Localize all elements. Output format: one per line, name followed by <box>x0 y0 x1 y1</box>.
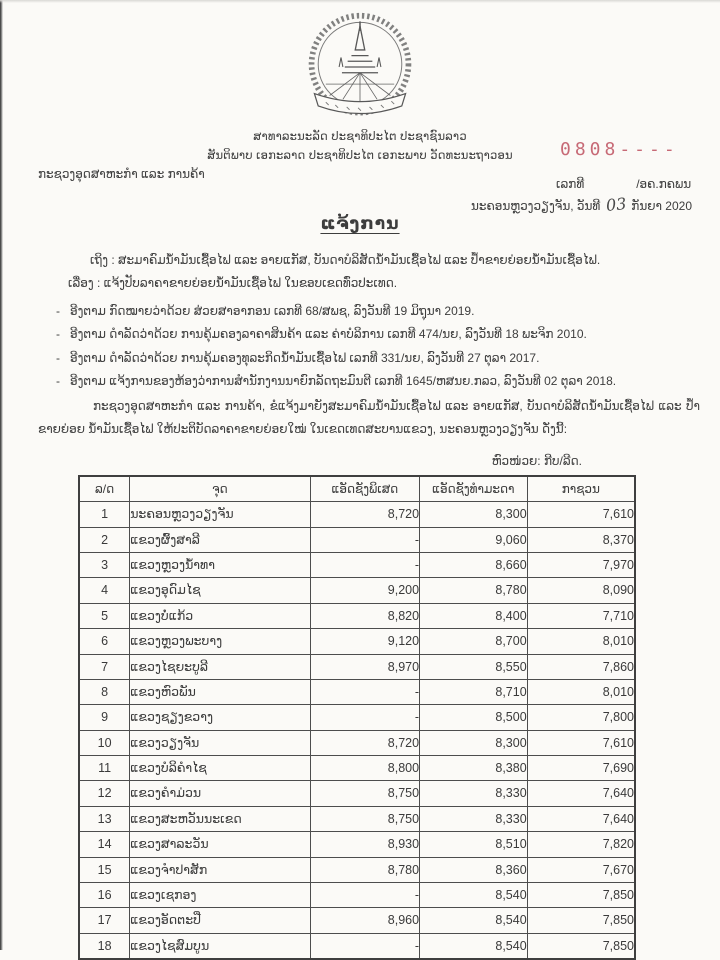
table-row <box>79 756 635 781</box>
reference-item: - ອີງຕາມ ດຳລັດວ່າດ້ວຍ ການຄຸ້ມຄອງລາຄາສິນຄ້າ ແລະ ຄ່າບໍລິການ ເລກທີ 474/ນຍ, ລົງວັນທີ 18 ພະຈິກ 2010. <box>38 323 700 346</box>
cell-province: ແຂວງຊຽງຂວາງ <box>130 705 310 730</box>
cell-diesel: 7,850 <box>527 908 635 933</box>
cell-no: 2 <box>79 527 130 552</box>
reference-item: - ອີງຕາມ ແຈ້ງການຂອງຫ້ອງວ່າການສຳນັກງານນາຍົກລັດຖະມົນຕີ ເລກທີ 1645/ຫສນຍ.ກລວ, ລົງວັນທີ 02 ຕຸລາ 2018. <box>38 370 700 393</box>
table-row <box>79 629 635 654</box>
table-row <box>79 781 635 806</box>
header-row <box>79 476 635 502</box>
cell-no: 14 <box>79 832 130 857</box>
price-table-header <box>79 476 635 502</box>
cell-province: ແຂວງວຽງຈັນ <box>130 730 310 755</box>
cell-premium: - <box>310 882 419 907</box>
cell-regular: 8,700 <box>420 629 528 654</box>
lao-national-emblem-icon <box>301 10 419 129</box>
cell-diesel: 8,090 <box>527 578 635 603</box>
cell-province: ແຂວງອັດຕະປື <box>130 908 310 933</box>
table-row <box>79 705 635 730</box>
bullet-dash: - <box>56 350 60 365</box>
cell-province: ແຂວງສາລະວັນ <box>130 832 310 857</box>
col-header-premium-gasoline: ແອັດຊັງພິເສດ <box>310 476 419 502</box>
cell-regular: 8,300 <box>420 502 528 527</box>
cell-province: ແຂວງຈຳປາສັກ <box>130 857 310 882</box>
cell-diesel: 8,010 <box>527 679 635 704</box>
cell-province: ແຂວງບໍລິຄຳໄຊ <box>130 756 310 781</box>
cell-premium: 9,120 <box>310 629 419 654</box>
cell-diesel: 7,860 <box>527 654 635 679</box>
table-row <box>79 603 635 628</box>
cell-premium: 8,960 <box>310 908 419 933</box>
cell-province: ແຂວງສະຫວັນນະເຂດ <box>130 806 310 831</box>
table-row <box>79 730 635 755</box>
cell-premium: - <box>310 679 419 704</box>
cell-no: 13 <box>79 806 130 831</box>
cell-province: ແຂວງບໍ່ແກ້ວ <box>130 603 310 628</box>
cell-no: 5 <box>79 603 130 628</box>
cell-diesel: 7,850 <box>527 882 635 907</box>
cell-premium: 8,720 <box>310 502 419 527</box>
fuel-price-table <box>78 475 636 960</box>
cell-province: ແຂວງຫຼວງພະບາງ <box>130 629 310 654</box>
cell-premium: 8,800 <box>310 756 419 781</box>
cell-no: 6 <box>79 629 130 654</box>
cell-province: ແຂວງໄຊສົມບູນ <box>130 933 310 959</box>
document-number-stamp: 0808---- <box>560 139 679 160</box>
announcement-paragraph: ກະຊວງອຸດສາຫະກຳ ແລະ ການຄ້າ, ຂໍແຈ້ງມາຍັງສະມາຄົມນ້ຳມັນເຊື້ອໄຟ ແລະ ອາຍແກັສ, ບັນດາບໍລິສັດນ້ຳມັນເຊື້ອໄຟ ແລະ ປ້ຳຂາຍຍ່ອຍ ນ້ຳມັນເຊື້ອໄຟ ໃຫ້ປະຕິບັດລາຄາຂາຍຍ່ອຍໃໝ່ ໃນເຂດເທດສະບານແຂວງ, ນະຄອນຫຼວງວຽງຈັນ ດັ່ງນີ້: <box>38 399 700 437</box>
cell-premium: 8,820 <box>310 603 419 628</box>
col-header-diesel: ກາຊວນ <box>527 476 635 502</box>
table-row <box>79 832 635 857</box>
reference-number-line <box>556 177 691 191</box>
ref-number-label: ເລກທີ <box>556 177 585 191</box>
cell-no: 17 <box>79 908 130 933</box>
cell-no: 18 <box>79 933 130 959</box>
table-row <box>79 578 635 603</box>
cell-diesel: 7,610 <box>527 730 635 755</box>
ministry-name: ກະຊວງອຸດສາຫະກຳ ແລະ ການຄ້າ <box>38 167 205 181</box>
cell-province: ແຂວງຫົວພັນ <box>130 679 310 704</box>
bullet-dash: - <box>56 373 60 388</box>
table-row <box>79 882 635 907</box>
cell-no: 15 <box>79 857 130 882</box>
cell-premium: - <box>310 933 419 959</box>
table-row <box>79 857 635 882</box>
date-rest: ກັນຍາ 2020 <box>631 199 692 213</box>
cell-no: 10 <box>79 730 130 755</box>
cell-diesel: 7,640 <box>527 806 635 831</box>
ref-number-suffix: /ອຄ.ກຄພນ <box>636 177 692 191</box>
cell-diesel: 7,610 <box>527 502 635 527</box>
cell-diesel: 7,820 <box>527 832 635 857</box>
col-header-regular-gasoline: ແອັດຊັງທຳມະດາ <box>420 476 528 502</box>
table-row <box>79 502 635 527</box>
cell-province: ແຂວງຫຼວງນ້ຳທາ <box>130 553 310 578</box>
cell-regular: 8,330 <box>420 806 528 831</box>
cell-regular: 8,500 <box>420 705 528 730</box>
cell-regular: 8,710 <box>420 679 528 704</box>
cell-regular: 8,660 <box>420 553 528 578</box>
price-table-body <box>79 502 635 959</box>
cell-regular: 8,360 <box>420 857 528 882</box>
cell-no: 3 <box>79 553 130 578</box>
cell-province: ແຂວງຜົ້ງສາລີ <box>130 527 310 552</box>
cell-premium: 8,970 <box>310 654 419 679</box>
place-and-date-line <box>471 195 692 214</box>
cell-diesel: 7,970 <box>527 553 635 578</box>
cell-province: ແຂວງເຊກອງ <box>130 882 310 907</box>
cell-no: 1 <box>79 502 130 527</box>
cell-premium: - <box>310 705 419 730</box>
document-title: ແຈ້ງການ <box>320 214 400 233</box>
bullet-dash: - <box>56 303 60 318</box>
cell-regular: 8,540 <box>420 882 528 907</box>
cell-regular: 8,380 <box>420 756 528 781</box>
table-row <box>79 553 635 578</box>
unit-note: ຫົວໜ່ວຍ: ກີບ/ລີດ. <box>491 453 582 468</box>
table-row <box>79 806 635 831</box>
cell-premium: 8,750 <box>310 806 419 831</box>
cell-no: 4 <box>79 578 130 603</box>
cell-regular: 8,300 <box>420 730 528 755</box>
cell-regular: 8,540 <box>420 933 528 959</box>
cell-province: ແຂວງອຸດົມໄຊ <box>130 578 310 603</box>
cell-diesel: 7,690 <box>527 756 635 781</box>
subject-line: ເລື່ອງ : ແຈ້ງປັບລາຄາຂາຍຍ່ອຍນ້ຳມັນເຊື້ອໄຟ ໃນຂອບເຂດທົ່ວປະເທດ. <box>68 276 398 291</box>
cell-diesel: 7,640 <box>527 781 635 806</box>
place-date-prefix: ນະຄອນຫຼວງວຽງຈັນ, ວັນທີ <box>471 199 601 213</box>
reference-list <box>38 300 700 394</box>
cell-premium: - <box>310 553 419 578</box>
national-motto-line2: ສັນຕິພາບ ເອກະລາດ ປະຊາທິປະໄຕ ເອກະພາບ ວັດທະນະຖາວອນ <box>207 150 513 162</box>
cell-no: 9 <box>79 705 130 730</box>
table-row <box>79 933 635 959</box>
cell-province: ແຂວງຄຳມ່ວນ <box>130 781 310 806</box>
table-row <box>79 908 635 933</box>
cell-premium: 8,780 <box>310 857 419 882</box>
table-row <box>79 679 635 704</box>
cell-regular: 8,550 <box>420 654 528 679</box>
cell-premium: 8,720 <box>310 730 419 755</box>
cell-province: ແຂວງໄຊຍະບູລີ <box>130 654 310 679</box>
cell-premium: 8,930 <box>310 832 419 857</box>
cell-regular: 8,510 <box>420 832 528 857</box>
cell-regular: 9,060 <box>420 527 528 552</box>
cell-no: 8 <box>79 679 130 704</box>
cell-diesel: 7,670 <box>527 857 635 882</box>
bullet-dash: - <box>56 327 60 342</box>
cell-diesel: 8,370 <box>527 527 635 552</box>
cell-diesel: 7,710 <box>527 603 635 628</box>
cell-regular: 8,400 <box>420 603 528 628</box>
cell-premium: 9,200 <box>310 578 419 603</box>
national-motto-line1: ສາທາລະນະລັດ ປະຊາທິປະໄຕ ປະຊາຊົນລາວ <box>253 131 467 143</box>
addressee-line: ເຖິງ : ສະມາຄົມນ້ຳມັນເຊື້ອໄຟ ແລະ ອາຍແກັສ, ບັນດາບໍລິສັດນ້ຳມັນເຊື້ອໄຟ ແລະ ປ້ຳຂາຍຍ່ອຍນ້ຳມັນເຊື້ອໄຟ. <box>90 253 601 267</box>
table-row <box>79 527 635 552</box>
table-row <box>79 654 635 679</box>
reference-item: - ອີງຕາມ ດຳລັດວ່າດ້ວຍ ການຄຸ້ມຄອງທຸລະກິດນ້ຳມັນເຊື້ອໄຟ ເລກທີ 331/ນຍ, ລົງວັນທີ 27 ຕຸລາ 2017. <box>38 347 700 370</box>
handwritten-day: 03 <box>604 193 627 216</box>
cell-no: 16 <box>79 882 130 907</box>
col-header-number: ລ/ດ <box>79 476 130 502</box>
cell-diesel: 7,800 <box>527 705 635 730</box>
cell-premium: - <box>310 527 419 552</box>
cell-province: ນະຄອນຫຼວງວຽງຈັນ <box>130 502 310 527</box>
document-body <box>38 249 700 960</box>
cell-premium: 8,750 <box>310 781 419 806</box>
cell-regular: 8,540 <box>420 908 528 933</box>
cell-no: 7 <box>79 654 130 679</box>
cell-diesel: 7,850 <box>527 933 635 959</box>
scan-edge-artifact-top <box>0 0 720 3</box>
cell-regular: 8,330 <box>420 781 528 806</box>
cell-no: 11 <box>79 756 130 781</box>
col-header-location: ຈຸດ <box>130 476 310 502</box>
cell-regular: 8,780 <box>420 578 528 603</box>
cell-diesel: 8,010 <box>527 629 635 654</box>
cell-no: 12 <box>79 781 130 806</box>
reference-item: - ອີງຕາມ ກົດໝາຍວ່າດ້ວຍ ສ່ວຍສາອາກອນ ເລກທີ 68/ສພຊ, ລົງວັນທີ 19 ມິຖຸນາ 2019. <box>38 300 700 323</box>
